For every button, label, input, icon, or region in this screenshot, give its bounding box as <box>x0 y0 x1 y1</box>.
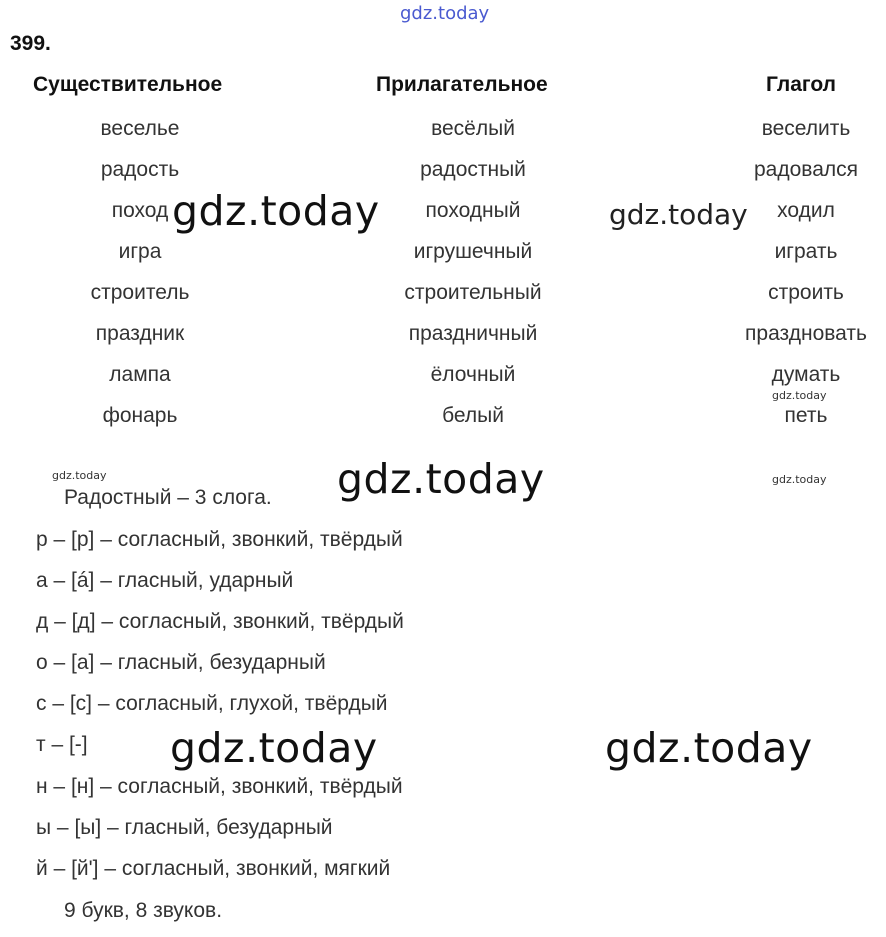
header-noun: Существительное <box>33 73 223 96</box>
adjective-word: игрушечный <box>413 240 533 263</box>
watermark-mid: gdz.today <box>609 198 748 231</box>
analysis-line: н – [н] – согласный, звонкий, твёрдый <box>36 775 403 798</box>
noun-word: радость <box>100 158 180 181</box>
adjective-word: белый <box>442 404 504 427</box>
adjective-word: праздничный <box>408 322 538 345</box>
analysis-summary: 9 букв, 8 звуков. <box>64 899 223 922</box>
adjective-word: строительный <box>404 281 542 304</box>
header-verb: Глагол <box>766 73 836 96</box>
adjective-word: радостный <box>420 158 526 181</box>
analysis-intro: Радостный – 3 слога. <box>64 486 272 509</box>
analysis-line: й – [й'] – согласный, звонкий, мягкий <box>36 857 391 880</box>
adjective-word: весёлый <box>431 117 515 140</box>
noun-word: праздник <box>95 322 185 345</box>
analysis-line: д – [д] – согласный, звонкий, твёрдый <box>36 610 404 633</box>
noun-word: игра <box>118 240 162 263</box>
verb-word: ходил <box>777 199 835 222</box>
noun-word: лампа <box>109 363 171 386</box>
watermark-big: gdz.today <box>605 724 813 772</box>
verb-word: играть <box>774 240 838 263</box>
verb-word: строить <box>768 281 844 304</box>
watermark-big: gdz.today <box>170 724 378 772</box>
verb-word: праздновать <box>745 322 867 345</box>
noun-word: поход <box>111 199 169 222</box>
analysis-line: а – [á] – гласный, ударный <box>36 569 294 592</box>
noun-word: веселье <box>100 117 180 140</box>
adjective-word: ёлочный <box>430 363 516 386</box>
analysis-line: т – [-] <box>36 733 88 756</box>
watermark-big: gdz.today <box>337 455 545 503</box>
exercise-number: 399. <box>10 32 51 55</box>
verb-word: радовался <box>753 158 859 181</box>
verb-word: петь <box>784 404 828 427</box>
watermark-big: gdz.today <box>172 187 380 235</box>
analysis-line: ы – [ы] – гласный, безударный <box>36 816 333 839</box>
watermark-top: gdz.today <box>400 3 490 24</box>
verb-word: думать <box>771 363 841 386</box>
analysis-line: р – [р] – согласный, звонкий, твёрдый <box>36 528 403 551</box>
watermark-small: gdz.today <box>772 473 827 486</box>
analysis-line: о – [а] – гласный, безударный <box>36 651 326 674</box>
adjective-word: походный <box>425 199 521 222</box>
analysis-line: с – [с] – согласный, глухой, твёрдый <box>36 692 388 715</box>
noun-word: фонарь <box>102 404 178 427</box>
header-adjective: Прилагательное <box>376 73 548 96</box>
verb-word: веселить <box>761 117 851 140</box>
noun-word: строитель <box>90 281 190 304</box>
watermark-small: gdz.today <box>772 389 827 402</box>
watermark-small: gdz.today <box>52 469 107 482</box>
